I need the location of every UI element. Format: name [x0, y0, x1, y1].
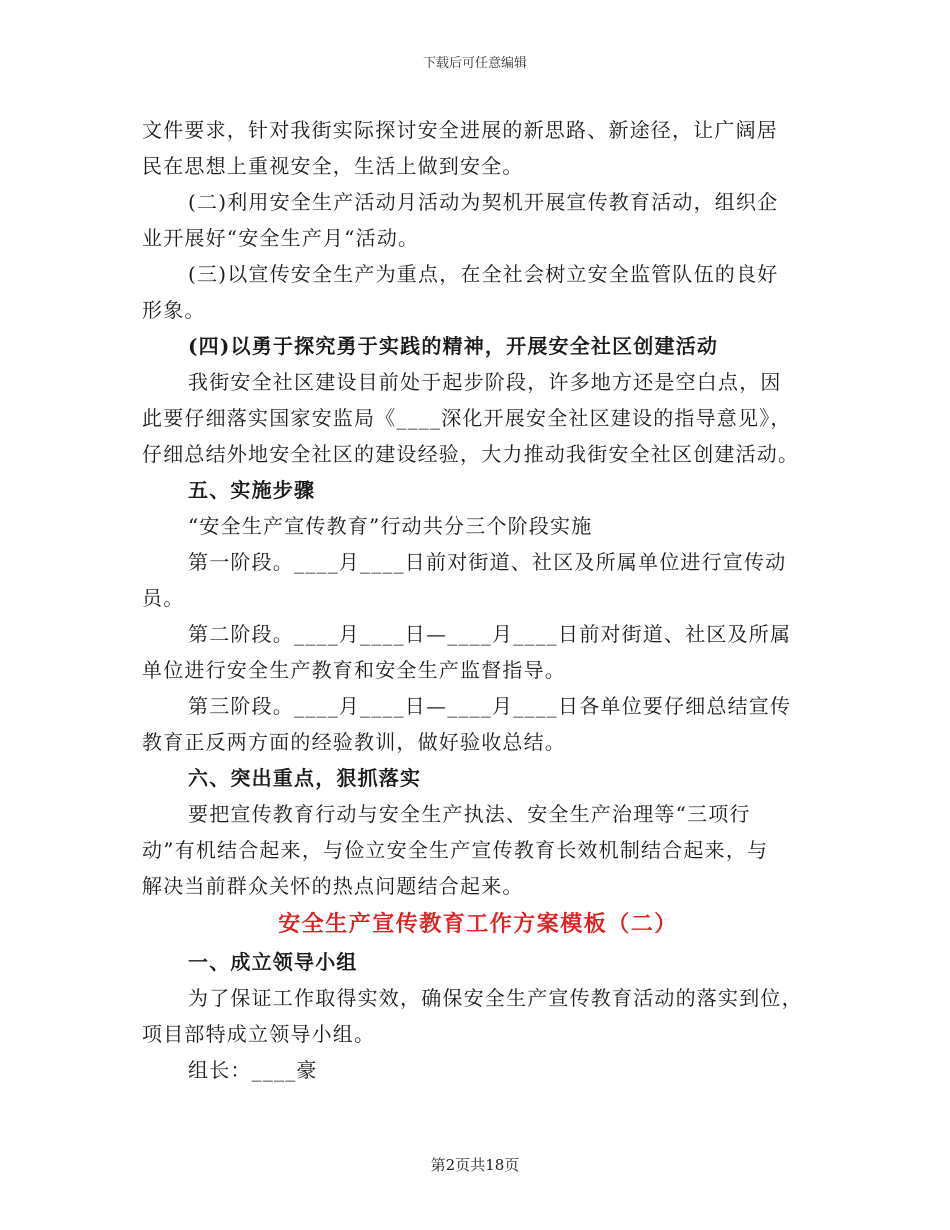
paragraph-line: (三)以宣传安全生产为重点，在全社会树立安全监管队伍的良好 [188, 262, 779, 286]
paragraph-line: 第一阶段。____月____日前对街道、社区及所属单位进行宣传动 [188, 550, 787, 574]
paragraph-line: 第二阶段。____月____日—____月____日前对街道、社区及所属 [188, 622, 792, 646]
paragraph-line: 解决当前群众关怀的热点问题结合起来。 [142, 874, 524, 898]
paragraph-line: 教育正反两方面的经验教训，做好验收总结。 [142, 730, 566, 754]
paragraph-line: 民在思想上重视安全，生活上做到安全。 [142, 154, 524, 178]
paragraph-line: 第三阶段。____月____日—____月____日各单位要仔细总结宣传 [188, 694, 792, 718]
paragraph-line: 动”有机结合起来，与俭立安全生产宣传教育长效机制结合起来，与 [142, 838, 769, 862]
page-footer: 第2页共18页 [430, 1156, 520, 1174]
paragraph-line: 单位进行安全生产教育和安全生产监督指导。 [142, 658, 566, 682]
paragraph-line: 业开展好“安全生产月“活动。 [142, 226, 420, 250]
paragraph-line: (二)利用安全生产活动月活动为契机开展宣传教育活动，组织企 [188, 190, 779, 214]
paragraph-line: 组长：____豪 [188, 1058, 318, 1082]
paragraph-line: 形象。 [142, 298, 206, 322]
paragraph-line: 项目部特成立领导小组。 [142, 1022, 376, 1046]
section-heading: 一、成立领导小组 [188, 950, 358, 974]
paragraph-line: 要把宣传教育行动与安全生产执法、安全生产治理等“三项行 [188, 802, 751, 826]
text-block-part-two [142, 944, 804, 1088]
paragraph-line: 为了保证工作取得实效，确保安全生产宣传教育活动的落实到位， [188, 986, 803, 1010]
paragraph-line: 文件要求，针对我街实际探讨安全进展的新思路、新途径，让广阔居 [142, 118, 778, 142]
paragraph-line: 仔细总结外地安全社区的建设经验，大力推动我街安全社区创建活动。 [142, 442, 800, 466]
page-header: 下载后可任意编辑 [422, 56, 527, 71]
section-heading: (四)以勇于探究勇于实践的精神，开展安全社区创建活动 [188, 334, 719, 358]
paragraph-line: 员。 [142, 586, 185, 610]
text-block-part-one [142, 112, 804, 904]
section-heading: 六、突出重点，狠抓落实 [188, 766, 422, 790]
section-title: 安全生产宣传教育工作方案模板（二） [278, 911, 678, 937]
paragraph-line: 此要仔细落实国家安监局《____深化开展安全社区建设的指导意见》， [142, 406, 792, 430]
document-body [142, 112, 804, 1088]
section-heading: 五、实施步骤 [188, 478, 316, 502]
paragraph-line: “安全生产宣传教育”行动共分三个阶段实施 [188, 514, 593, 538]
paragraph-line: 我街安全社区建设目前处于起步阶段，许多地方还是空白点，因 [188, 370, 782, 394]
